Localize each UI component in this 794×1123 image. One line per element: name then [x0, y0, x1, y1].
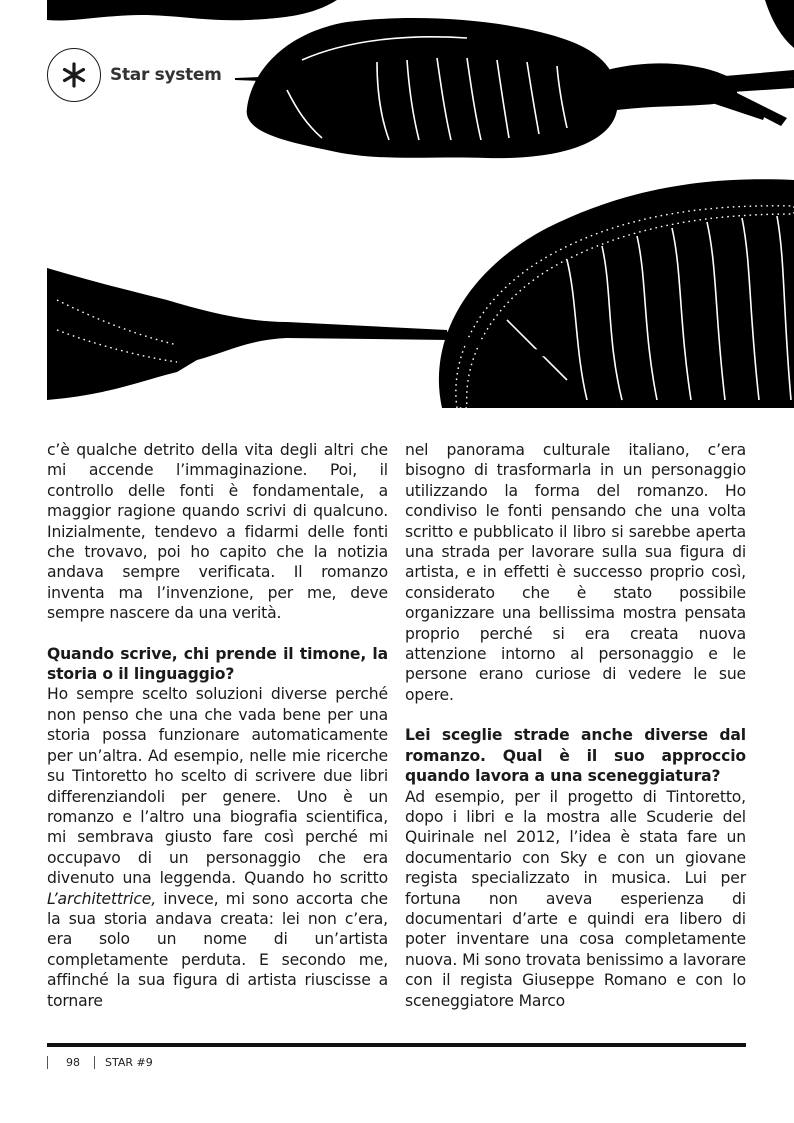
interview-answer: Ad esempio, per il progetto di Tintoretto, dopo i libri e la mostra alle Scuderie del Quirinale nel 2012, l’idea è stata fare un documentario con Sky e con un giovane regista specializzato in musica. Lui per fortuna non aveva esperienza di documentari d’arte e quindi era libero di poter inventare una cosa completamente nuova. Mi sono trovata benissimo a lavorare con il regista Giuseppe Romano e con lo sceneggiatore Marco: [405, 787, 746, 1010]
section-label: Star system: [110, 65, 222, 85]
page-footer: [47, 1056, 153, 1069]
footer-divider: [47, 1043, 746, 1047]
left-column: [47, 440, 388, 1011]
interview-answer: [47, 684, 388, 1011]
asterisk-icon: [61, 62, 87, 88]
section-badge: [47, 48, 222, 102]
answer-text: Ho sempre scelto soluzioni diverse perché non penso che una che vada bene per una storia possa funzionare automaticamente per un’altra. Ad esempio, nelle mie ricerche su Tintoretto ho scelto di scrivere due libri differenziandoli per genere. Uno è un romanzo e l’altro una biografia scientifica, mi sembrava giusto fare così perché mi occupavo di un personaggio che era divenuto una leggenda. Quando ho scritto: [47, 685, 388, 888]
paragraph: c’è qualche detrito della vita degli altri che mi accende l’immaginazione. Poi, il controllo delle fonti è fondamentale, a maggior ragione quando scrivi di qualcuno. Inizialmente, tendevo a fidarmi delle fonti che trovavo, poi ho capito che la notizia andava sempre verificata. Il romanzo inventa ma l’invenzione, per me, deve sempre nascere da una verità.: [47, 441, 388, 623]
right-column: [405, 440, 746, 1011]
magazine-issue: STAR #9: [105, 1056, 153, 1069]
badge-circle: [47, 48, 101, 102]
page-number: 98: [66, 1056, 80, 1069]
book-title: L’architettrice,: [47, 889, 157, 908]
footer-separator: [47, 1056, 48, 1069]
paragraph: nel panorama culturale italiano, c’era bisogno di trasformarla in un personaggio utilizzando la forma del romanzo. Ho condiviso le fonti pensando che una volta scritto e pubblicato il libro si sarebbe aperta una strada per lavorare sulla sua figura di artista, e in effetti è successo proprio così, considerato che è stato possibile organizzare una bellissima mostra pensata proprio perché si era creata nuova attenzione intorno al personaggio e le persone erano curiose di vedere le sue opere.: [405, 441, 746, 704]
footer-separator: [94, 1056, 95, 1069]
interview-question: Lei sceglie strade anche diverse dal romanzo. Qual è il suo approccio quando lavora a una sceneggiatura?: [405, 726, 746, 786]
answer-text: invece, mi sono accorta che la sua storia andava creata: lei non c’era, era solo un nome di un’artista completamente perduta. E secondo me, affinché la sua figura di artista riuscisse a tornare: [47, 889, 388, 1010]
article-body: [47, 440, 746, 1011]
interview-question: Quando scrive, chi prende il timone, la storia o il linguaggio?: [47, 644, 388, 684]
